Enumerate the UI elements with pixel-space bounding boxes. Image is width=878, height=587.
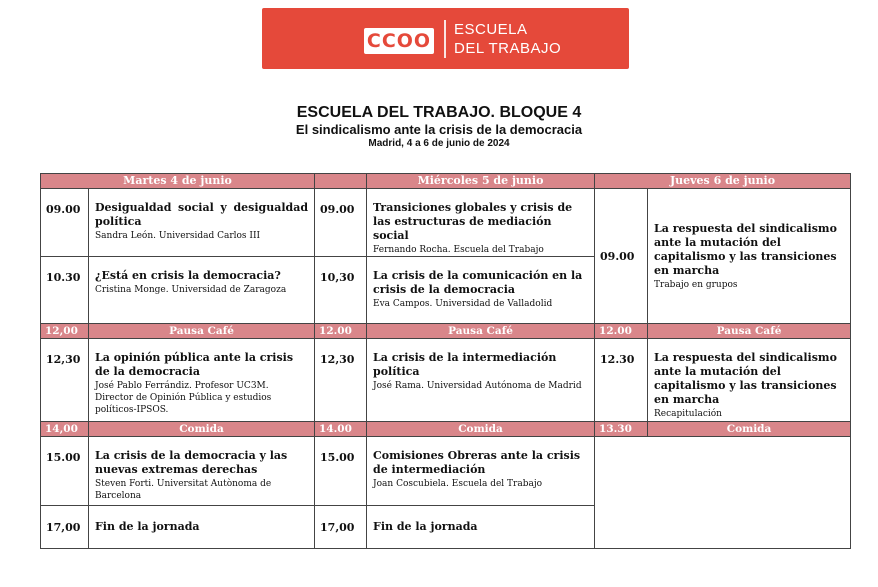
break-row-lunch: [41, 422, 851, 437]
session-title: ¿Está en crisis la democracia?: [95, 269, 281, 282]
banner-line-2: DEL TRABAJO: [454, 40, 562, 57]
session-title: La crisis de la intermediación política: [373, 351, 557, 378]
ccoo-logo: [364, 28, 434, 54]
session-speaker: Fernando Rocha. Escuela del Trabajo: [373, 245, 544, 255]
break-time: 12.00: [595, 324, 648, 339]
session-title: Desigualdad social y desigualdad política: [95, 201, 309, 228]
session-cell: [89, 189, 315, 257]
page-dates: Madrid, 4 a 6 de junio de 2024: [368, 138, 510, 149]
session-cell: [367, 506, 595, 549]
session-speaker: Sandra León. Universidad Carlos III: [95, 231, 261, 241]
session-cell: [367, 437, 595, 506]
session-title: Fin de la jornada: [373, 520, 478, 533]
session-time: 15.00: [41, 437, 89, 506]
session-speaker: Steven Forti. Universitat Autònoma de Barcelona: [95, 479, 272, 501]
session-time: 09.00: [41, 189, 89, 257]
session-time: 12.30: [595, 339, 648, 422]
session-title: La opinión pública ante la crisis de la democracia: [95, 351, 294, 378]
break-row-coffee: [41, 324, 851, 339]
ccoo-banner: [262, 8, 629, 69]
page-subtitle: El sindicalismo ante la crisis de la democracia: [295, 122, 583, 137]
session-time: 10.30: [41, 257, 89, 324]
break-label: Comida: [367, 422, 595, 437]
session-title: Transiciones globales y crisis de las estructuras de mediación social: [373, 201, 573, 242]
session-speaker: José Rama. Universidad Autónoma de Madrid: [373, 381, 582, 391]
session-cell: [367, 189, 595, 257]
session-title: Fin de la jornada: [95, 520, 200, 533]
break-time: 12.00: [315, 324, 367, 339]
session-cell: [89, 339, 315, 422]
session-cell: [89, 437, 315, 506]
break-label: Comida: [89, 422, 315, 437]
session-time: 12,30: [41, 339, 89, 422]
day-header-jueves: Jueves 6 de junio: [595, 174, 851, 189]
session-speaker: Trabajo en grupos: [654, 279, 738, 290]
logo-separator: [444, 20, 446, 58]
break-label: Pausa Café: [89, 324, 315, 339]
session-cell: [648, 189, 851, 324]
break-time: 14,00: [41, 422, 89, 437]
session-speaker: Eva Campos. Universidad de Valladolid: [373, 299, 553, 309]
session-cell: [367, 257, 595, 324]
break-label: Pausa Café: [648, 324, 851, 339]
break-time: 12,00: [41, 324, 89, 339]
session-speaker: Joan Coscubiela. Escuela del Trabajo: [373, 479, 543, 489]
day-header-martes: Martes 4 de junio: [41, 174, 315, 189]
session-speaker: Cristina Monge. Universidad de Zaragoza: [95, 285, 287, 295]
day-header-row: [41, 174, 851, 189]
session-time: 09.00: [595, 189, 648, 324]
ccoo-logo-text: CCOO: [366, 30, 432, 52]
banner-school-name: [454, 20, 561, 58]
session-time: 17,00: [315, 506, 367, 549]
session-time: 10,30: [315, 257, 367, 324]
session-cell: [89, 506, 315, 549]
session-title: La respuesta del sindicalismo ante la mutación del capitalismo y las transiciones en marcha: [654, 351, 837, 406]
session-cell: [367, 339, 595, 422]
session-title: La crisis de la democracia y las nuevas extremas derechas: [95, 449, 288, 476]
session-title: La crisis de la comunicación en la crisis de la democracia: [373, 269, 583, 296]
session-cell: [89, 257, 315, 324]
banner-line-1: ESCUELA: [454, 21, 528, 38]
break-label: Pausa Café: [367, 324, 595, 339]
session-cell: [648, 339, 851, 422]
page-title: ESCUELA DEL TRABAJO. BLOQUE 4: [296, 104, 582, 121]
session-time: 17,00: [41, 506, 89, 549]
header-spacer: [315, 174, 367, 189]
session-row: [41, 437, 851, 506]
session-speaker: José Pablo Ferrándiz. Profesor UC3M. Director de Opinión Pública y estudios políticos-IPSOS.: [95, 381, 272, 415]
schedule-table: [40, 173, 851, 549]
break-time: 14.00: [315, 422, 367, 437]
session-speaker: Recapitulación: [654, 409, 722, 419]
session-row: [41, 339, 851, 422]
session-time: 15.00: [315, 437, 367, 506]
break-time: 13.30: [595, 422, 648, 437]
break-label: Comida: [648, 422, 851, 437]
empty-cell: [595, 437, 851, 549]
session-title: Comisiones Obreras ante la crisis de intermediación: [373, 449, 581, 476]
session-time: 12,30: [315, 339, 367, 422]
day-header-miercoles: Miércoles 5 de junio: [367, 174, 595, 189]
session-row: [41, 189, 851, 257]
session-time: 09.00: [315, 189, 367, 257]
session-title: La respuesta del sindicalismo ante la mutación del capitalismo y las transiciones en marcha: [654, 221, 837, 277]
